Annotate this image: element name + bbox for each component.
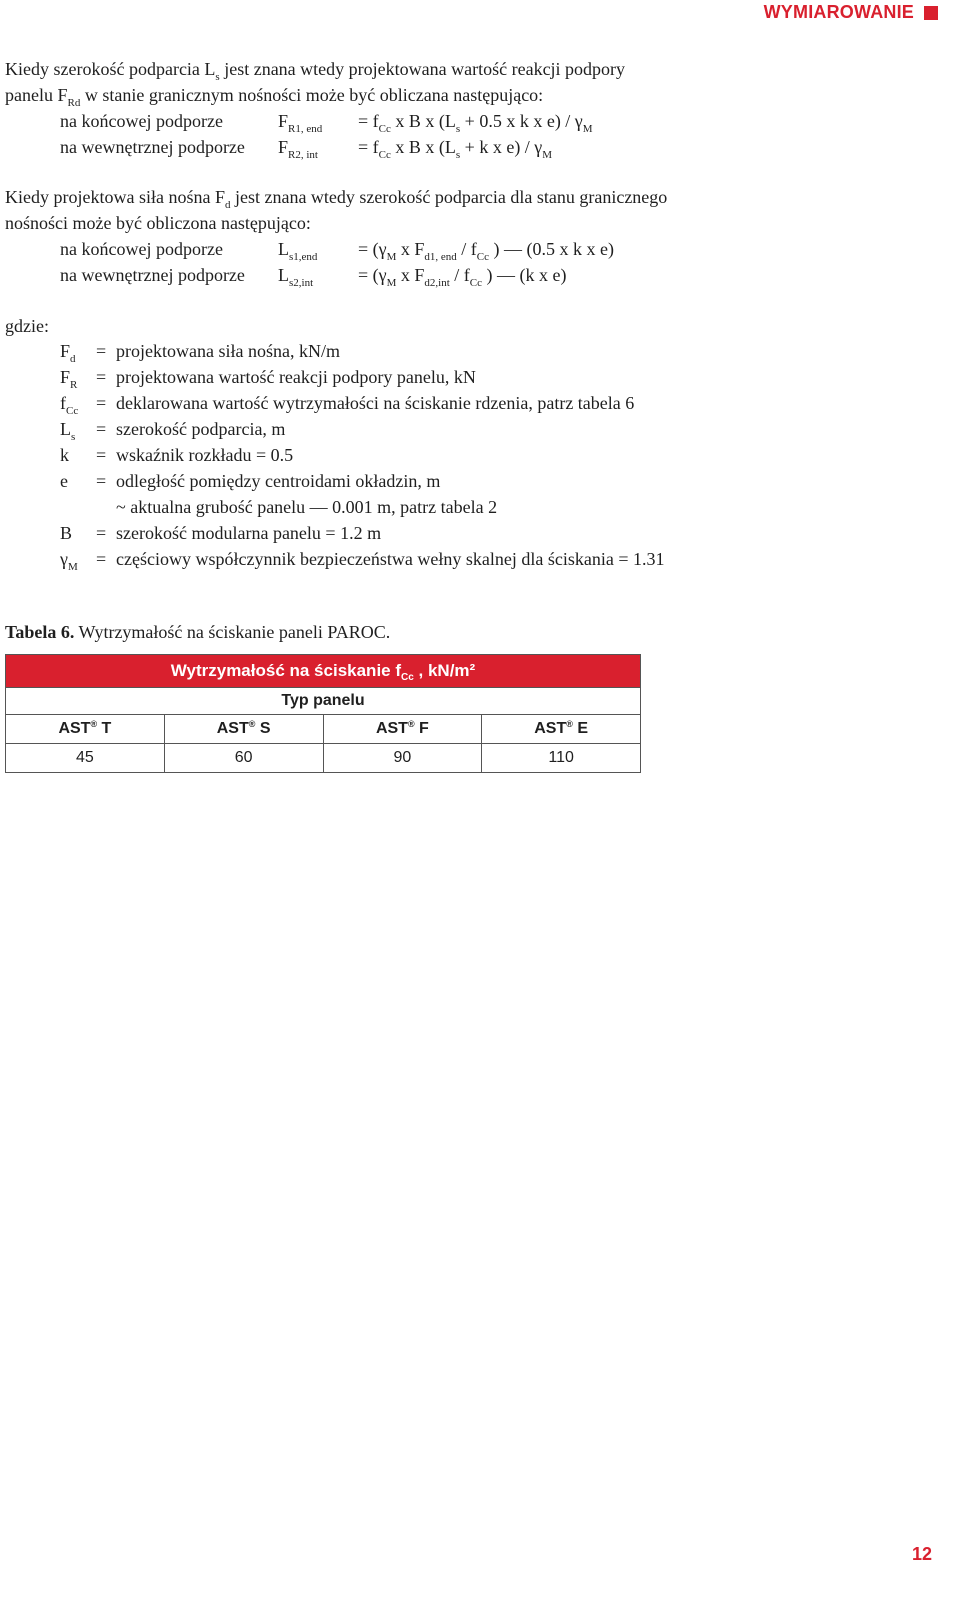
definition-row: $F_d$ = projektowana siła nośna, kN/m: [60, 341, 340, 365]
intro1-text-a: Kiedy szerokość podparcia L: [5, 59, 216, 79]
formula-label: na wewnętrznej podporze: [60, 137, 245, 157]
definition-row: e = odległość pomiędzy centroidami okładzin, m: [60, 471, 441, 491]
formula-expression: = ($\gamma_M$ x $F_{d2,int} / f_{Cc}$ ) — (k x e): [358, 265, 567, 289]
formula-expression: = $f_{Cc}$ x B x ($L_s + k$ x $e) / \gamma_M$: [358, 137, 553, 161]
definition-row: $L_s$ = szerokość podparcia, m: [60, 419, 286, 443]
intro-paragraph-2: [5, 184, 905, 236]
page-number: 12: [911, 1544, 932, 1564]
formula-label: na końcowej podporze: [60, 239, 223, 259]
formula-symbol: $L_{s1,end}$: [278, 239, 318, 263]
formula-symbol: $F_{R2, int}$: [278, 137, 318, 161]
intro-paragraph-1: [5, 56, 905, 108]
intro1-text-b: jest znana wtedy projektowana wartość reakcji podpory: [219, 59, 626, 79]
intro2-sub-a: d: [224, 199, 231, 211]
intro1-text-d: w stanie granicznym nośności może być obliczana następująco:: [80, 85, 544, 105]
red-square-icon: [924, 6, 938, 20]
table-row: [6, 744, 641, 773]
formula-row-end-reaction: [60, 108, 760, 134]
intro1-sub-a: s: [215, 71, 220, 83]
intro2-text-a: Kiedy projektowa siła nośna F: [5, 187, 225, 207]
column-header: AST® F: [323, 715, 482, 744]
definition-row: $F_R$ = projektowana wartość reakcji podpory panelu, kN: [60, 367, 476, 391]
table-caption: [5, 622, 390, 643]
definition-row: $f_{Cc}$ = deklarowana wartość wytrzymałości na ściskanie rdzenia, patrz tabela 6: [60, 393, 635, 417]
formula-symbol: $F_{R1, end}$: [278, 111, 323, 135]
table-cell: 60: [164, 744, 323, 773]
intro1-text-c: panelu F: [5, 85, 68, 105]
table-title: Wytrzymałość na ściskanie $f_{Cc}$ , kN/m²: [6, 655, 641, 688]
formula-row-int-reaction: [60, 134, 760, 160]
section-title: WYMIAROWANIE: [763, 2, 914, 22]
intro2-text-b: jest znana wtedy szerokość podparcia dla stanu granicznego: [230, 187, 668, 207]
formula-label: na końcowej podporze: [60, 111, 223, 131]
section-header: [764, 2, 938, 23]
formula-label: na wewnętrznej podporze: [60, 265, 245, 285]
table-cell: 110: [482, 744, 641, 773]
intro2-text-c: nośności może być obliczona następująco:: [5, 213, 311, 233]
formula-expression: = ($\gamma_M$ x $F_{d1, end} / f_{Cc}$ ) — (0.5 x k x e): [358, 239, 615, 263]
definition-row: B = szerokość modularna panelu = 1.2 m: [60, 523, 382, 543]
definition-row: $\gamma_M$ = częściowy współczynnik bezpieczeństwa wełny skalnej dla ściskania = 1.31: [60, 549, 665, 573]
formula-expression: = $f_{Cc}$ x B x ($L_s + 0.5$ x k x $e) / \gamma_M$: [358, 111, 593, 135]
formula-row-int-width: [60, 262, 760, 288]
column-header: AST® S: [164, 715, 323, 744]
table-subtitle: Typ panelu: [6, 688, 641, 715]
definition-row: k = wskaźnik rozkładu = 0.5: [60, 445, 294, 465]
table-caption-text: Wytrzymałość na ściskanie paneli PAROC.: [74, 622, 391, 642]
table-cell: 45: [6, 744, 165, 773]
table-cell: 90: [323, 744, 482, 773]
definition-row: ~ aktualna grubość panelu — 0.001 m, patrz tabela 2: [116, 497, 498, 517]
formula-row-end-width: [60, 236, 760, 262]
compressive-strength-table: [5, 654, 641, 773]
column-header: AST® E: [482, 715, 641, 744]
where-label: gdzie:: [5, 316, 49, 336]
table-caption-number: Tabela 6.: [5, 622, 75, 642]
formula-symbol: $L_{s2,int}$: [278, 265, 314, 289]
column-header: AST® T: [6, 715, 165, 744]
intro1-sub-c: Rd: [67, 97, 81, 109]
